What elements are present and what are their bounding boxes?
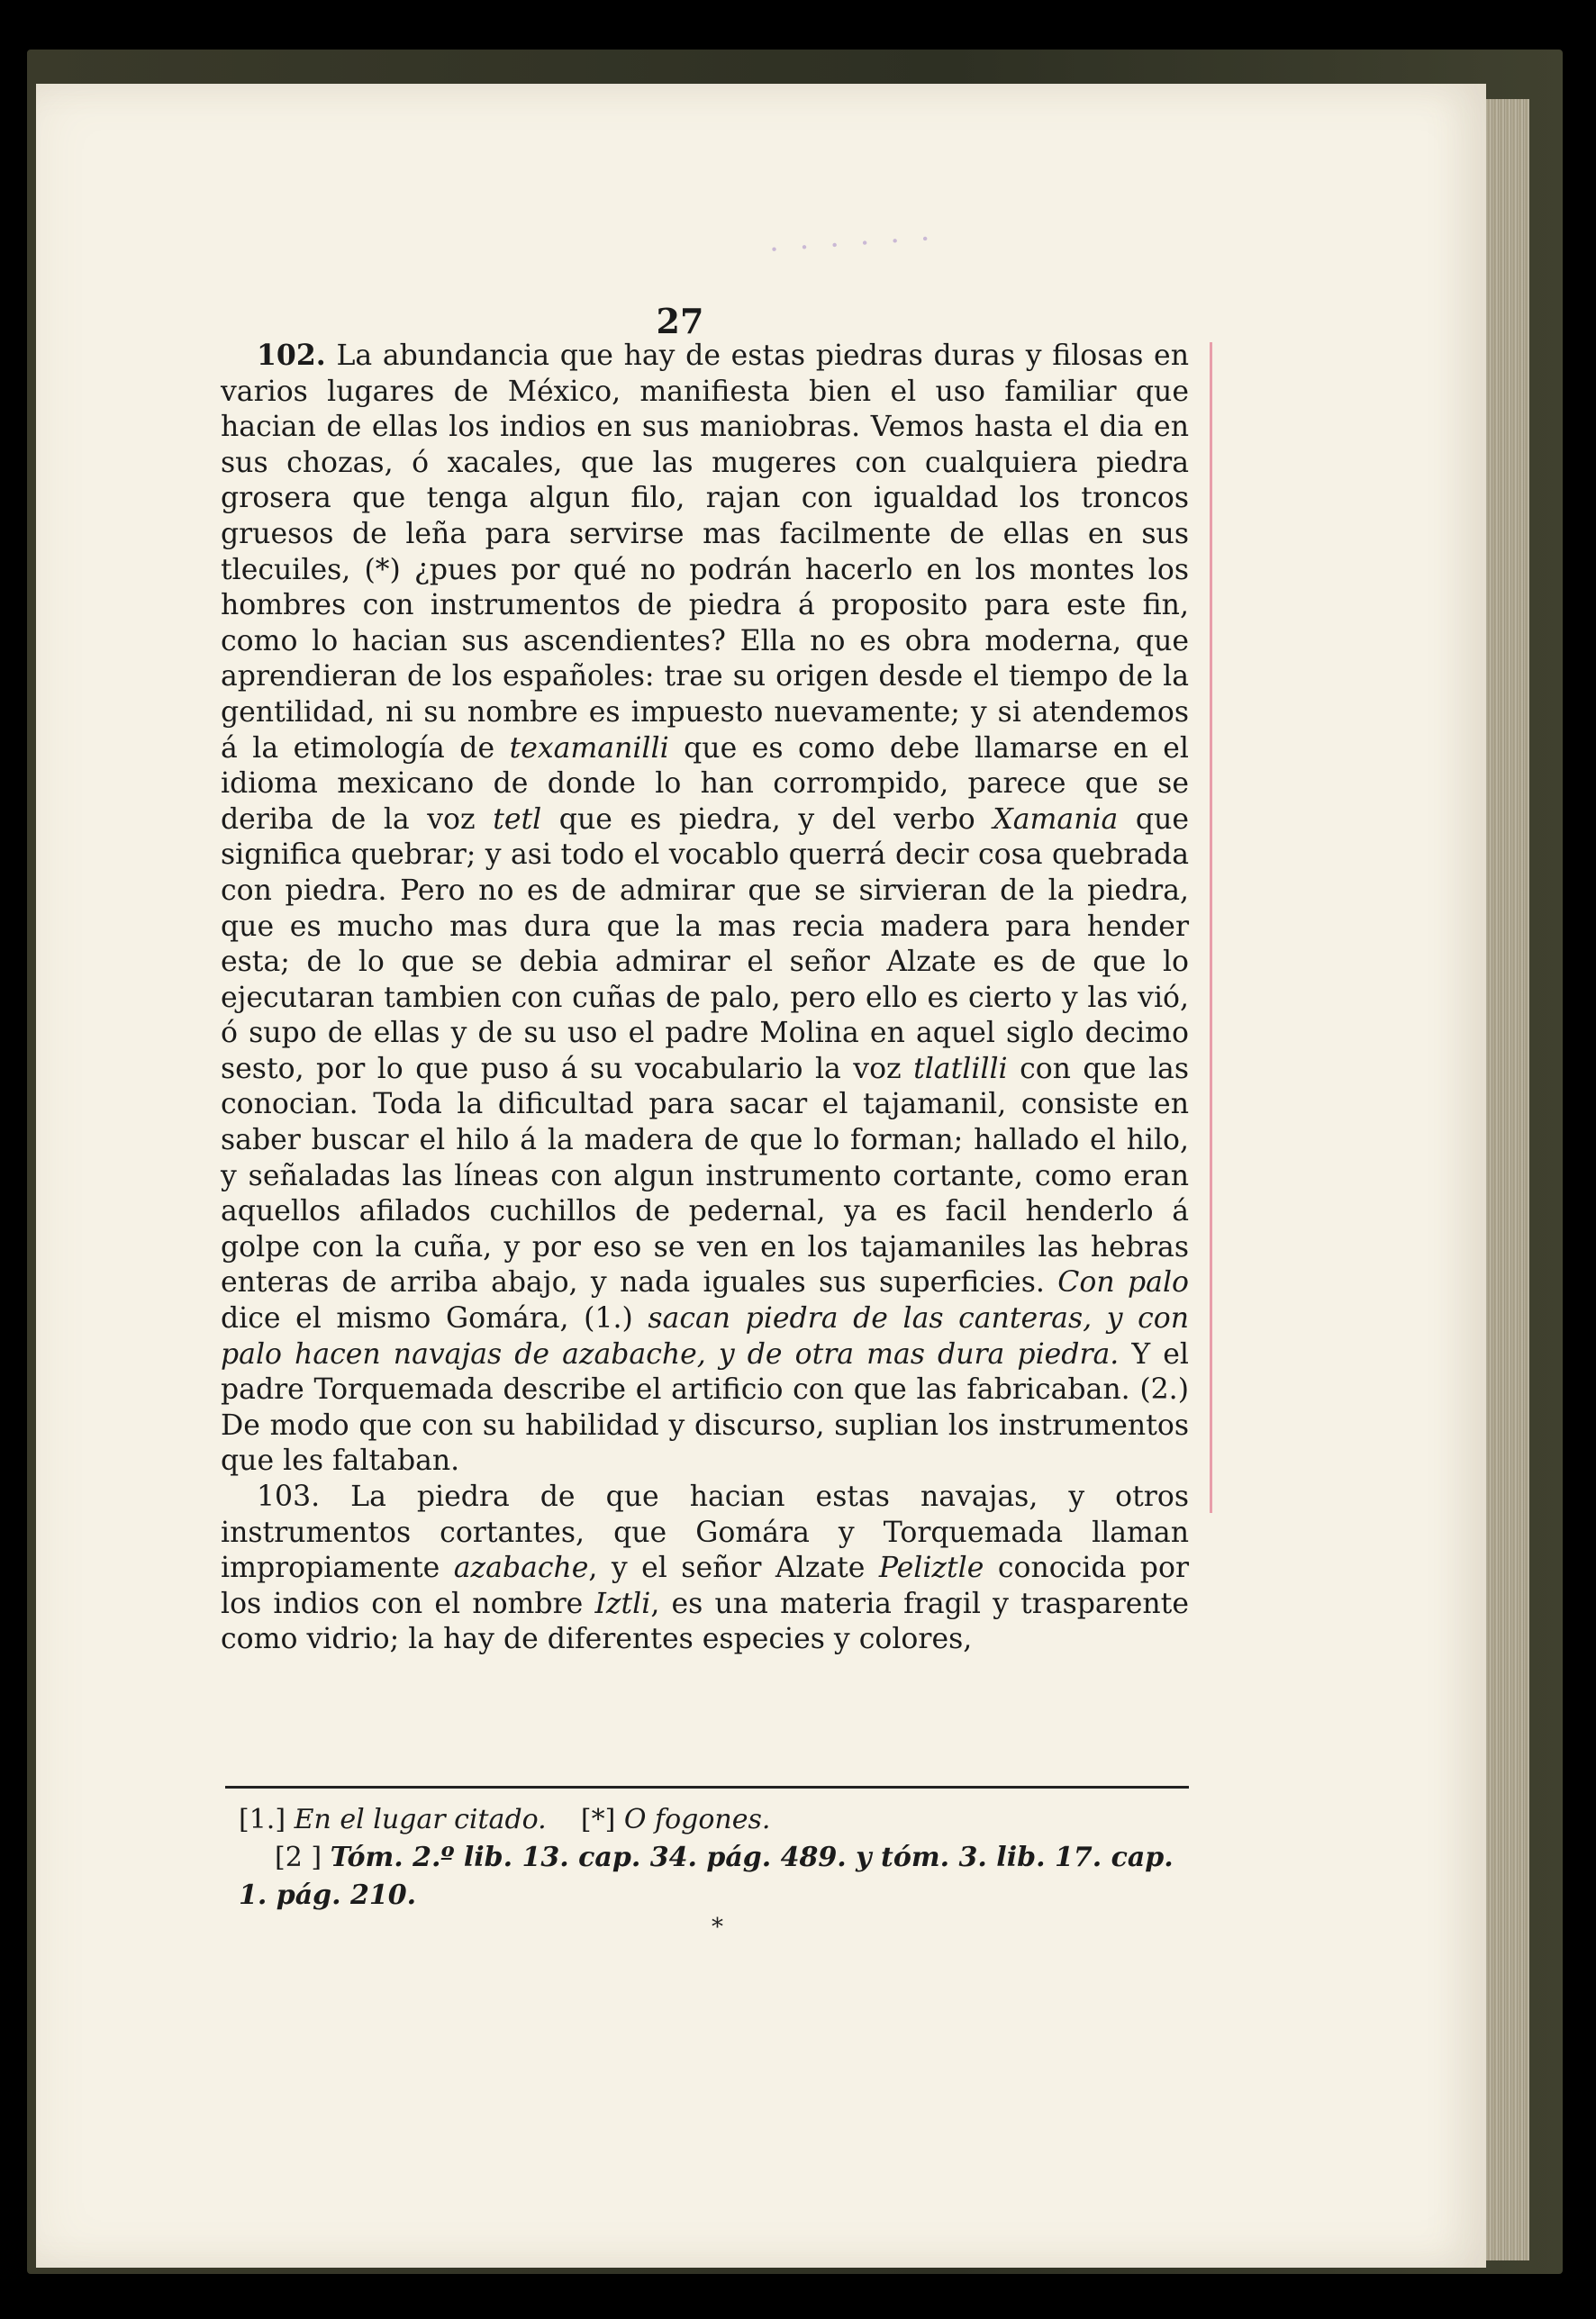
footnote-mark: [*] <box>580 1804 616 1835</box>
italic-term: texamanilli <box>509 731 669 765</box>
italic-term: tlatlilli <box>913 1052 1008 1085</box>
italic-term: azabache <box>453 1552 589 1585</box>
footnote-2 <box>239 1839 1193 1915</box>
margin-rule <box>1210 342 1212 1513</box>
italic-term: tetl <box>493 802 542 836</box>
library-stamp: · · · · · · <box>767 221 938 268</box>
italic-term: Iztli <box>594 1587 651 1620</box>
italic-quote: sacan piedra de las canteras, y con palo hacen navajas de azabache, y de otra mas dura piedra. <box>221 1302 1189 1371</box>
footnote-text: En el lugar citado. <box>294 1804 547 1835</box>
paragraph-number: 102. <box>257 339 326 372</box>
text-run: dice el mismo Gomára, (1.) <box>221 1302 648 1336</box>
italic-term: Con palo <box>1057 1266 1189 1300</box>
text-run: que es como debe llamarse en el idioma mexicano de donde lo han corrompido, parece que se deriba de la voz <box>221 731 1189 836</box>
paragraph-102 <box>221 338 1189 1480</box>
footnote-1 <box>239 1801 1193 1839</box>
text-run: , y el señor Alzate <box>588 1552 879 1585</box>
footnote-divider <box>225 1786 1189 1789</box>
text-run: conocida por los indios con el nombre <box>221 1552 1189 1620</box>
footnote-text: Tóm. 2.º lib. 13. cap. 34. pág. 489. y tóm. 3. lib. 17. cap. 1. pág. 210. <box>239 1842 1174 1911</box>
footnote-mark: [1.] <box>239 1804 286 1835</box>
signature-mark: * <box>712 1914 723 1941</box>
text-run: que es piedra, y del verbo <box>541 802 993 836</box>
paragraph-number: 103. <box>257 1481 321 1513</box>
italic-term: Peliztle <box>878 1552 984 1585</box>
page-number: 27 <box>656 301 704 341</box>
main-text <box>221 338 1189 1658</box>
text-run: Y el padre Torquemada describe el artificio con que las fabricaban. (2.) De modo que con su habilidad y discurso, suplian los instrumentos que les faltaban. <box>221 1337 1189 1478</box>
footnote-mark: [2 ] <box>275 1842 322 1873</box>
footnote-text: O fogones. <box>623 1804 771 1835</box>
paragraph-103 <box>221 1480 1189 1658</box>
text-run: La piedra de que hacian estas navajas, y otros instrumentos cortantes, que Gomára y Torquemada llaman impropiamente <box>221 1481 1189 1585</box>
italic-term: Xamania <box>993 802 1119 836</box>
footnotes <box>239 1801 1193 1915</box>
text-run: que significa quebrar; y asi todo el vocablo querrá decir cosa quebrada con piedra. Pero no es de admirar que se sirvieran de la piedra, que es mucho mas dura que la mas recia madera para hender esta; de lo que se debia admirar el señor Alzate es de que lo ejecutaran tambien con cuñas de palo, pero ello es cierto y las vió, ó supo de ellas y de su uso el padre Molina en aquel siglo decimo sesto, por lo que puso á su vocabulario la voz <box>221 802 1190 1085</box>
text-run: La abundancia que hay de estas piedras duras y filosas en varios lugares de México, manifiesta bien el uso familiar que hacian de ellas los indios en sus maniobras. Vemos hasta el dia en sus chozas, ó xacales, que las mugeres con cualquiera piedra grosera que tenga algun filo, rajan con igualdad los troncos gruesos de leña para servirse mas facilmente de ellas en sus tlecuiles, (*) ¿pues por qué no podrán hacerlo en los montes los hombres con instrumentos de piedra á proposito para este fin, como lo hacian sus ascendientes? Ella no es obra moderna, que aprendieran de los españoles: trae su origen desde el tiempo de la gentilidad, ni su nombre es impuesto nuevamente; y si atendemos á la etimología de <box>221 340 1189 765</box>
text-run: , es una materia fragil y trasparente como vidrio; la hay de diferentes especies y colores, <box>221 1587 1189 1656</box>
page-edges <box>1486 99 1529 2260</box>
text-run: con que las conocian. Toda la dificultad para sacar el tajamanil, consiste en saber buscar el hilo á la madera de que lo forman; hallado el hilo, y señaladas las líneas con algun instrumento cortante, como eran aquellos afilados cuchillos de pedernal, ya es facil henderlo á golpe con la cuña, y por eso se ven en los tajamaniles las hebras enteras de arriba abajo, y nada iguales sus superficies. <box>221 1052 1189 1300</box>
